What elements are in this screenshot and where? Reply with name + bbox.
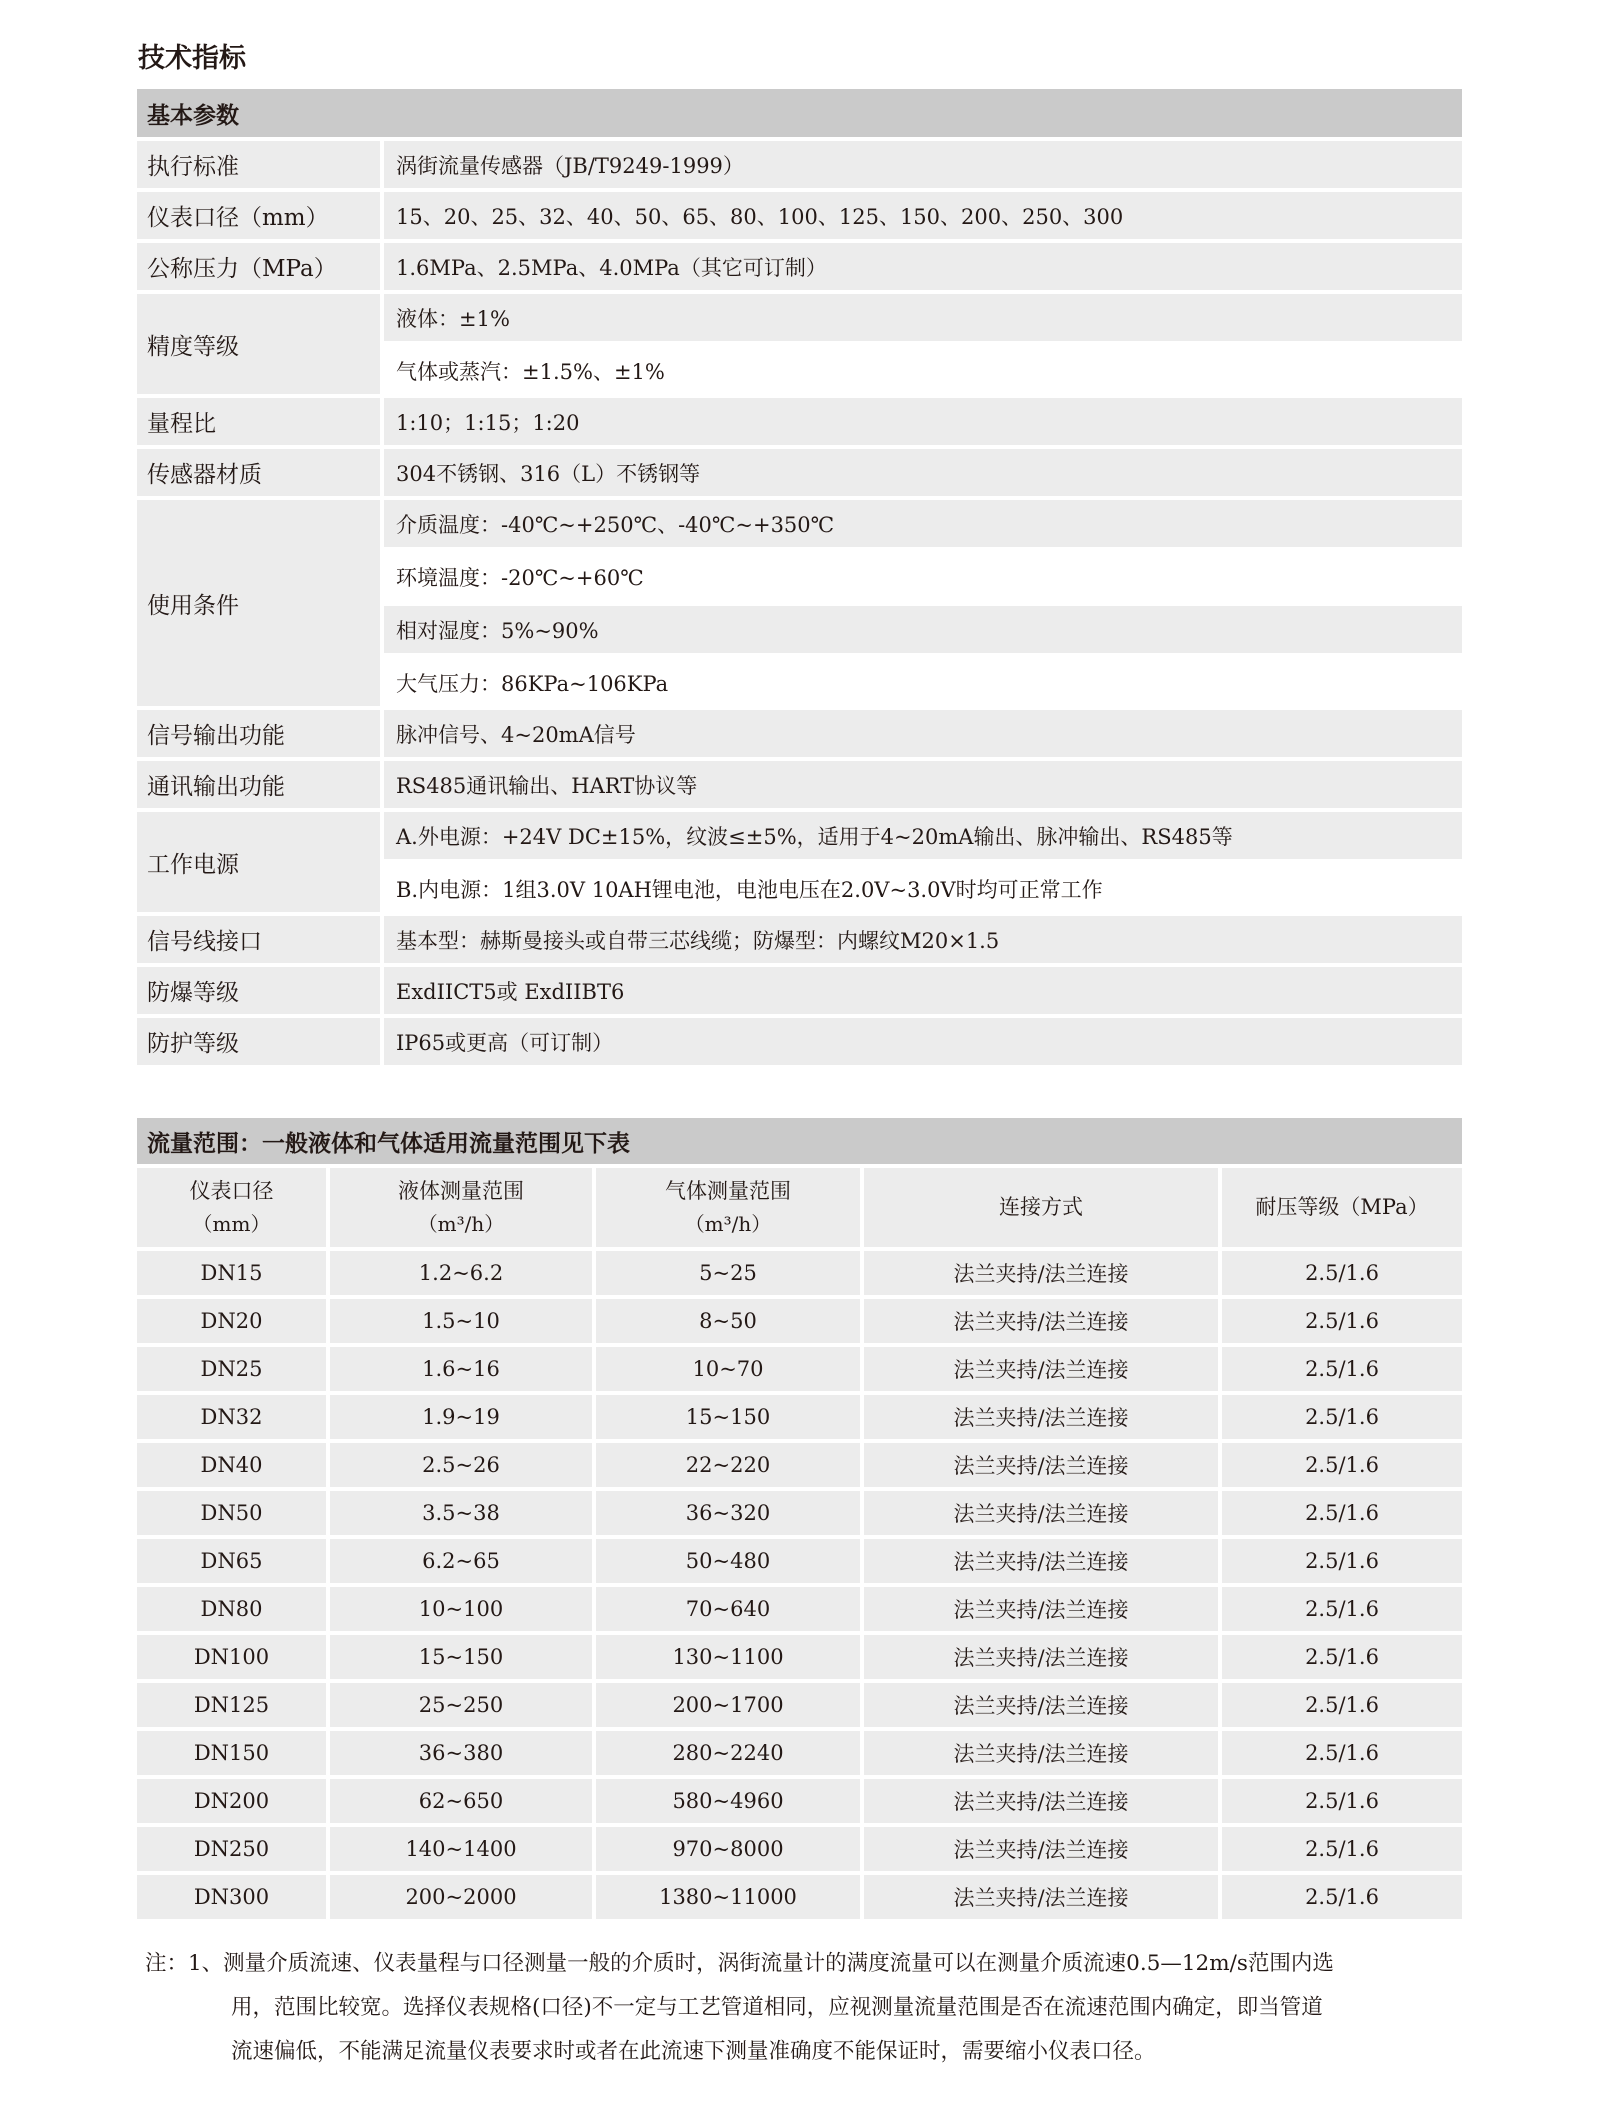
- table-row: [137, 1779, 1462, 1823]
- spec-row: [137, 192, 1462, 239]
- spec-row: [137, 141, 1462, 188]
- connection-cell: 法兰夹持/法兰连接: [864, 1731, 1218, 1775]
- column-header-diameter: [137, 1168, 326, 1247]
- gas-range-cell: 50~480: [596, 1539, 860, 1583]
- gas-range-cell: 200~1700: [596, 1683, 860, 1727]
- spec-values: [384, 1018, 1462, 1065]
- connection-cell: 法兰夹持/法兰连接: [864, 1299, 1218, 1343]
- gas-range-cell: 1380~11000: [596, 1875, 860, 1919]
- pressure-cell: 2.5/1.6: [1222, 1443, 1462, 1487]
- spec-label: 信号输出功能: [137, 710, 380, 757]
- table-row: [137, 1395, 1462, 1439]
- gas-range-cell: 22~220: [596, 1443, 860, 1487]
- page-title: 技术指标: [138, 43, 246, 74]
- footnote-line: 流速偏低，不能满足流量仪表要求时或者在此流速下测量准确度不能保证时，需要缩小仪表口径。: [231, 2039, 1156, 2064]
- column-header-liquid-range: [330, 1168, 592, 1247]
- diameter-cell: DN100: [137, 1635, 326, 1679]
- diameter-cell: DN40: [137, 1443, 326, 1487]
- liquid-range-cell: 1.2~6.2: [330, 1251, 592, 1295]
- pressure-cell: 2.5/1.6: [1222, 1251, 1462, 1295]
- spec-values: [384, 294, 1462, 394]
- diameter-cell: DN80: [137, 1587, 326, 1631]
- pressure-cell: 2.5/1.6: [1222, 1491, 1462, 1535]
- table-row: [137, 1635, 1462, 1679]
- pressure-cell: 2.5/1.6: [1222, 1683, 1462, 1727]
- connection-cell: 法兰夹持/法兰连接: [864, 1539, 1218, 1583]
- spec-row: [137, 967, 1462, 1014]
- table-row: [137, 1347, 1462, 1391]
- gas-range-cell: 5~25: [596, 1251, 860, 1295]
- spec-label: 通讯输出功能: [137, 761, 380, 808]
- column-header-unit: （m³/h）: [684, 1211, 772, 1236]
- pressure-cell: 2.5/1.6: [1222, 1827, 1462, 1871]
- table-row: [137, 1587, 1462, 1631]
- diameter-cell: DN300: [137, 1875, 326, 1919]
- liquid-range-cell: 2.5~26: [330, 1443, 592, 1487]
- pressure-cell: 2.5/1.6: [1222, 1587, 1462, 1631]
- spec-values: [384, 500, 1462, 706]
- spec-rows: [137, 141, 1462, 1065]
- spec-values: [384, 812, 1462, 912]
- table-row: [137, 1443, 1462, 1487]
- connection-cell: 法兰夹持/法兰连接: [864, 1395, 1218, 1439]
- spec-row: [137, 710, 1462, 757]
- gas-range-cell: 580~4960: [596, 1779, 860, 1823]
- diameter-cell: DN65: [137, 1539, 326, 1583]
- diameter-cell: DN50: [137, 1491, 326, 1535]
- connection-cell: 法兰夹持/法兰连接: [864, 1827, 1218, 1871]
- spec-table: [137, 89, 1462, 1065]
- liquid-range-cell: 15~150: [330, 1635, 592, 1679]
- spec-row: [137, 500, 1462, 706]
- table-row: [137, 1539, 1462, 1583]
- connection-cell: 法兰夹持/法兰连接: [864, 1875, 1218, 1919]
- pressure-cell: 2.5/1.6: [1222, 1539, 1462, 1583]
- spec-label: 精度等级: [137, 294, 380, 394]
- spec-label: 公称压力（MPa）: [137, 243, 380, 290]
- gas-range-cell: 130~1100: [596, 1635, 860, 1679]
- liquid-range-cell: 10~100: [330, 1587, 592, 1631]
- gas-range-cell: 10~70: [596, 1347, 860, 1391]
- spec-value: 涡街流量传感器（JB/T9249-1999）: [384, 141, 1462, 188]
- diameter-cell: DN200: [137, 1779, 326, 1823]
- table-row: [137, 1731, 1462, 1775]
- spec-label: 信号线接口: [137, 916, 380, 963]
- table-row: [137, 1875, 1462, 1919]
- gas-range-cell: 70~640: [596, 1587, 860, 1631]
- liquid-range-cell: 140~1400: [330, 1827, 592, 1871]
- pressure-cell: 2.5/1.6: [1222, 1779, 1462, 1823]
- liquid-range-cell: 1.9~19: [330, 1395, 592, 1439]
- column-header-line: 气体测量范围: [665, 1178, 791, 1203]
- pressure-cell: 2.5/1.6: [1222, 1635, 1462, 1679]
- spec-values: [384, 967, 1462, 1014]
- pressure-cell: 2.5/1.6: [1222, 1875, 1462, 1919]
- column-header-connection: [864, 1168, 1218, 1247]
- column-header-line: 液体测量范围: [398, 1178, 524, 1203]
- column-header-line: 连接方式: [999, 1195, 1083, 1219]
- diameter-cell: DN32: [137, 1395, 326, 1439]
- liquid-range-cell: 200~2000: [330, 1875, 592, 1919]
- column-header-line: 仪表口径: [189, 1178, 274, 1203]
- column-header-unit: （m³/h）: [417, 1211, 505, 1236]
- spec-label: 使用条件: [137, 500, 380, 706]
- liquid-range-cell: 3.5~38: [330, 1491, 592, 1535]
- spec-label: 传感器材质: [137, 449, 380, 496]
- gas-range-cell: 15~150: [596, 1395, 860, 1439]
- spec-label: 防护等级: [137, 1018, 380, 1065]
- spec-row: [137, 812, 1462, 912]
- spec-values: [384, 916, 1462, 963]
- pressure-cell: 2.5/1.6: [1222, 1347, 1462, 1391]
- spec-values: [384, 243, 1462, 290]
- diameter-cell: DN250: [137, 1827, 326, 1871]
- spec-row: [137, 243, 1462, 290]
- gas-range-cell: 970~8000: [596, 1827, 860, 1871]
- spec-value: 1.6MPa、2.5MPa、4.0MPa（其它可订制）: [384, 243, 1462, 290]
- spec-values: [384, 192, 1462, 239]
- spec-value: 脉冲信号、4~20mA信号: [384, 710, 1462, 757]
- table-row: [137, 1299, 1462, 1343]
- spec-label: 防爆等级: [137, 967, 380, 1014]
- spec-value: ExdIICT5或 ExdIIBT6: [384, 967, 1462, 1014]
- spec-row: [137, 449, 1462, 496]
- liquid-range-cell: 36~380: [330, 1731, 592, 1775]
- flow-column-headers: [137, 1168, 1462, 1247]
- spec-value: IP65或更高（可订制）: [384, 1018, 1462, 1065]
- spec-label: 量程比: [137, 398, 380, 445]
- spec-value: 液体：±1%: [384, 294, 1462, 341]
- spec-value: 304不锈钢、316（L）不锈钢等: [384, 449, 1462, 496]
- connection-cell: 法兰夹持/法兰连接: [864, 1347, 1218, 1391]
- flow-table-header: 流量范围：一般液体和气体适用流量范围见下表: [137, 1118, 1462, 1164]
- spec-value: 相对湿度：5%~90%: [384, 606, 1462, 653]
- footnote-line: 用，范围比较宽。选择仪表规格(口径)不一定与工艺管道相同，应视测量流量范围是否在流速范围内确定，即当管道: [231, 1995, 1323, 2020]
- spec-row: [137, 398, 1462, 445]
- spec-value: 气体或蒸汽：±1.5%、±1%: [384, 347, 1462, 394]
- connection-cell: 法兰夹持/法兰连接: [864, 1779, 1218, 1823]
- column-header-pressure-rating: [1222, 1168, 1462, 1247]
- liquid-range-cell: 1.6~16: [330, 1347, 592, 1391]
- flow-range-table: [137, 1118, 1462, 1919]
- connection-cell: 法兰夹持/法兰连接: [864, 1443, 1218, 1487]
- footnote: [145, 1942, 1465, 2074]
- spec-value: B.内电源：1组3.0V 10AH锂电池，电池电压在2.0V~3.0V时均可正常工作: [384, 865, 1462, 912]
- pressure-cell: 2.5/1.6: [1222, 1731, 1462, 1775]
- connection-cell: 法兰夹持/法兰连接: [864, 1587, 1218, 1631]
- gas-range-cell: 280~2240: [596, 1731, 860, 1775]
- spec-row: [137, 294, 1462, 394]
- spec-row: [137, 916, 1462, 963]
- spec-label: 执行标准: [137, 141, 380, 188]
- connection-cell: 法兰夹持/法兰连接: [864, 1491, 1218, 1535]
- spec-values: [384, 141, 1462, 188]
- spec-label: 仪表口径（mm）: [137, 192, 380, 239]
- spec-values: [384, 449, 1462, 496]
- spec-values: [384, 761, 1462, 808]
- spec-value: 1:10；1:15；1:20: [384, 398, 1462, 445]
- connection-cell: 法兰夹持/法兰连接: [864, 1635, 1218, 1679]
- diameter-cell: DN125: [137, 1683, 326, 1727]
- spec-value: 大气压力：86KPa~106KPa: [384, 659, 1462, 706]
- spec-value: 环境温度：-20℃~+60℃: [384, 553, 1462, 600]
- spec-values: [384, 398, 1462, 445]
- table-row: [137, 1491, 1462, 1535]
- spec-value: 介质温度：-40℃~+250℃、-40℃~+350℃: [384, 500, 1462, 547]
- footnote-line: 注：1、测量介质流速、仪表量程与口径测量一般的介质时，涡街流量计的满度流量可以在测量介质流速0.5—12m/s范围内选: [145, 1951, 1334, 1976]
- gas-range-cell: 36~320: [596, 1491, 860, 1535]
- table-row: [137, 1251, 1462, 1295]
- connection-cell: 法兰夹持/法兰连接: [864, 1683, 1218, 1727]
- gas-range-cell: 8~50: [596, 1299, 860, 1343]
- spec-row: [137, 1018, 1462, 1065]
- flow-rows: [137, 1251, 1462, 1919]
- diameter-cell: DN25: [137, 1347, 326, 1391]
- column-header-line: 耐压等级（MPa）: [1255, 1195, 1429, 1219]
- spec-value: A.外电源：+24V DC±15%，纹波≤±5%，适用于4~20mA输出、脉冲输出、RS485等: [384, 812, 1462, 859]
- spec-value: RS485通讯输出、HART协议等: [384, 761, 1462, 808]
- diameter-cell: DN20: [137, 1299, 326, 1343]
- spec-value: 15、20、25、32、40、50、65、80、100、125、150、200、250、300: [384, 192, 1462, 239]
- spec-value: 基本型：赫斯曼接头或自带三芯线缆；防爆型：内螺纹M20×1.5: [384, 916, 1462, 963]
- liquid-range-cell: 6.2~65: [330, 1539, 592, 1583]
- diameter-cell: DN150: [137, 1731, 326, 1775]
- spec-values: [384, 710, 1462, 757]
- connection-cell: 法兰夹持/法兰连接: [864, 1251, 1218, 1295]
- column-header-unit: （mm）: [192, 1211, 271, 1236]
- spec-table-header: 基本参数: [137, 89, 1462, 137]
- pressure-cell: 2.5/1.6: [1222, 1395, 1462, 1439]
- table-row: [137, 1683, 1462, 1727]
- diameter-cell: DN15: [137, 1251, 326, 1295]
- spec-row: [137, 761, 1462, 808]
- column-header-gas-range: [596, 1168, 860, 1247]
- spec-label: 工作电源: [137, 812, 380, 912]
- liquid-range-cell: 62~650: [330, 1779, 592, 1823]
- table-row: [137, 1827, 1462, 1871]
- pressure-cell: 2.5/1.6: [1222, 1299, 1462, 1343]
- liquid-range-cell: 25~250: [330, 1683, 592, 1727]
- liquid-range-cell: 1.5~10: [330, 1299, 592, 1343]
